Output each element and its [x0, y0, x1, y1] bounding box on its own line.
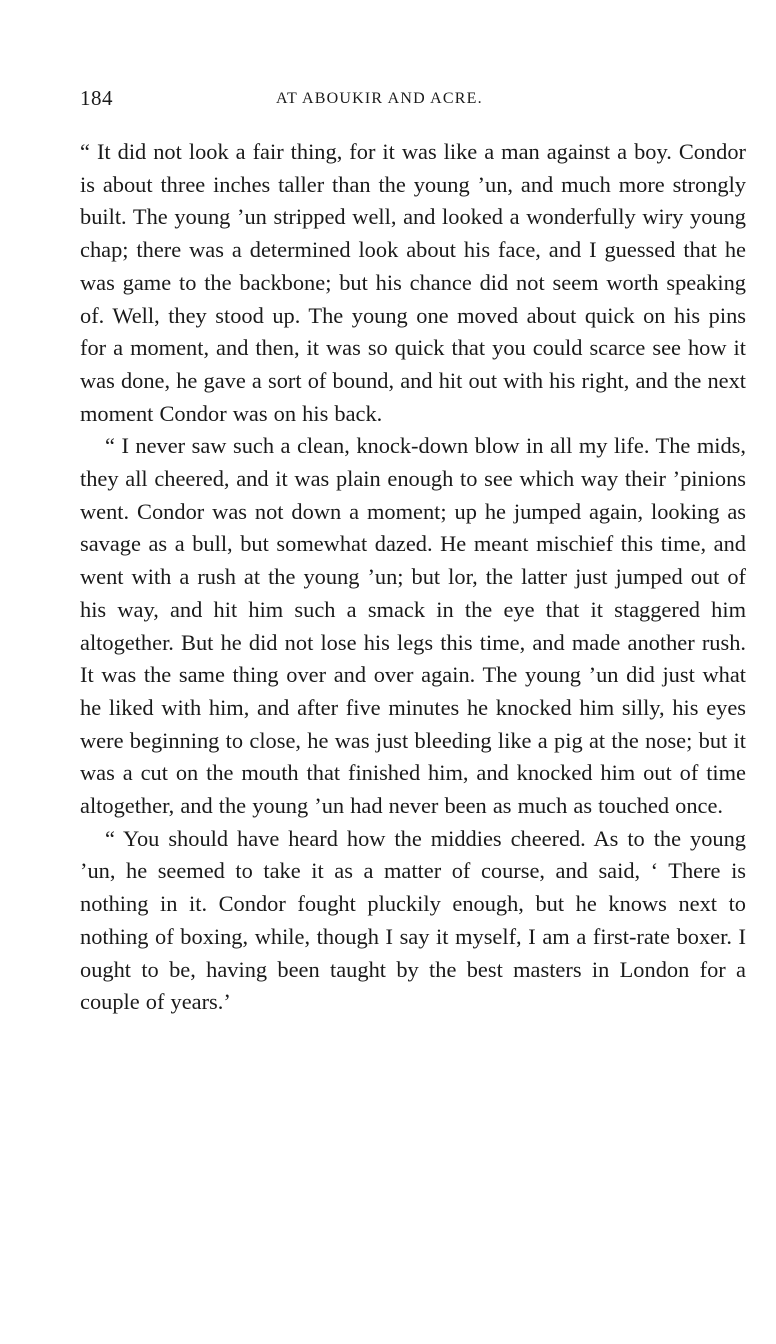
paragraph-1: “ It did not look a fair thing, for it was like a man against a boy. Condor is about three inches taller than the young ’un, and much more strongly built. The young ’un stripped well, and looked a wonderfully wiry young chap; there was a determined look about his face, and I guessed that he was game to the backbone; but his chance did not seem worth speaking of. Well, they stood up. The young one moved about quick on his pins for a moment, and then, it was so quick that you could scarce see how it was done, he gave a sort of bound, and hit out with his right, and the next moment Condor was on his back. — [80, 139, 746, 426]
paragraph-3: “ You should have heard how the middies cheered. As to the young ’un, he seemed to take it as a matter of course, and said, ‘ There is nothing in it. Condor fought pluckily enough, but he knows next to nothing of boxing, while, though I say it myself, I am a first-rate boxer. I ought to be, having been taught by the best masters in London for a couple of years.’ — [80, 825, 746, 1015]
page-number: 184 — [80, 86, 113, 110]
running-title: AT ABOUKIR AND ACRE. — [276, 90, 483, 107]
body-text — [80, 136, 746, 1019]
running-head — [80, 86, 746, 116]
paragraph-2: “ I never saw such a clean, knock-down blow in all my life. The mids, they all cheered, and it was plain enough to see which way their ’pinions went. Condor was not down a moment; up he jumped again, looking as savage as a bull, but somewhat dazed. He meant mischief this time, and went with a rush at the young ’un; but lor, the latter just jumped out of his way, and hit him such a smack in the eye that it staggered him altogether. But he did not lose his legs this time, and made another rush. It was the same thing over and over again. The young ’un did just what he liked with him, and after five minutes he knocked him silly, his eyes were beginning to close, he was just bleeding like a pig at the nose; but it was a cut on the mouth that finished him, and knocked him out of time altogether, and the young ’un had never been as much as touched once. — [80, 433, 746, 819]
